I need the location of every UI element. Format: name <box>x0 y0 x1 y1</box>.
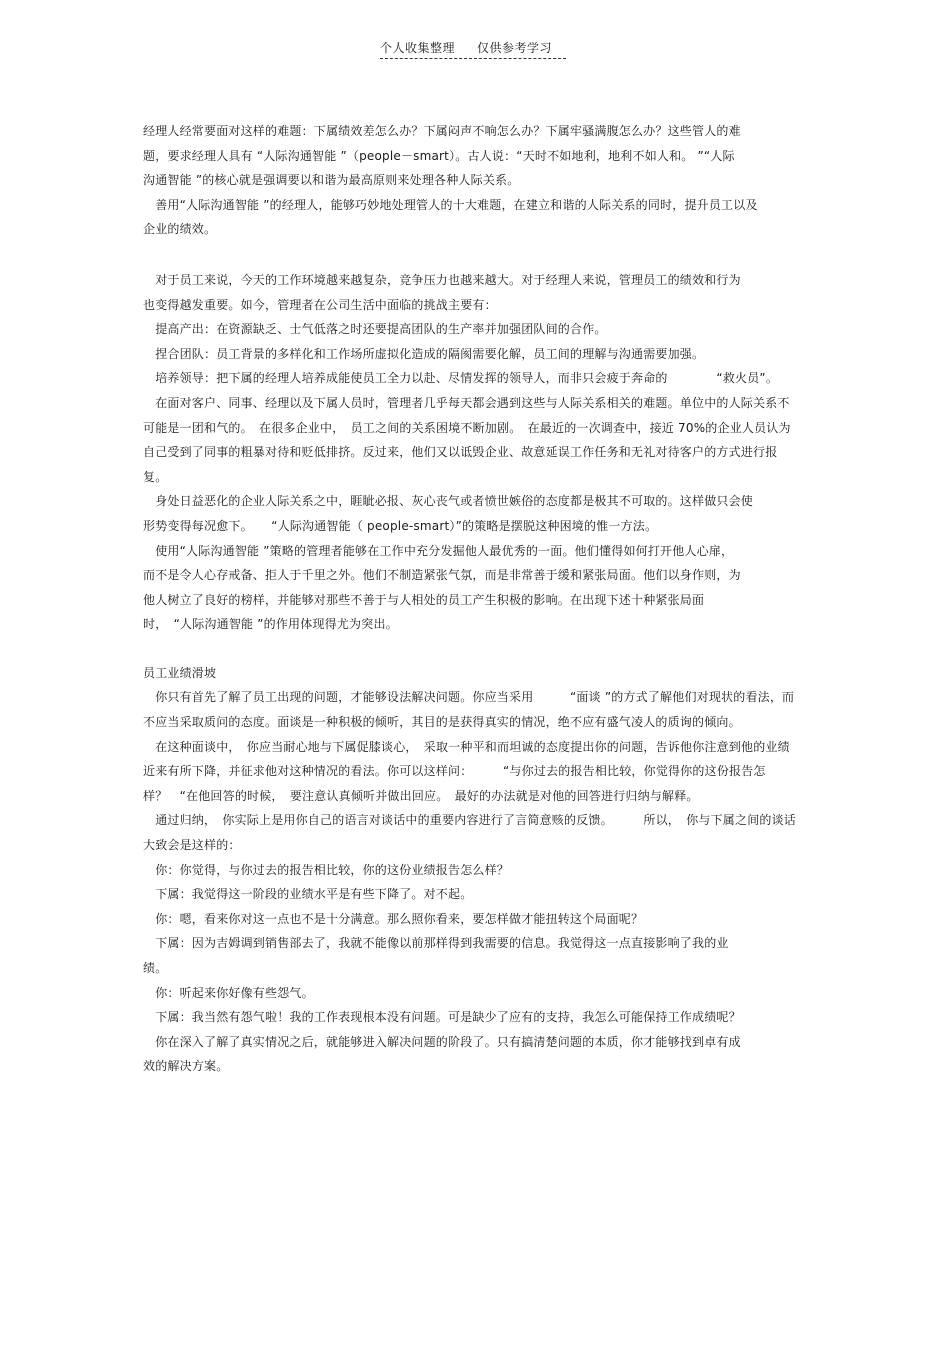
paragraph: 经理人经常要面对这样的难题：下属绩效差怎么办？下属闷声不响怎么办？下属牢骚满腹怎么办？这些管人的难题，要求经理人具有 “人际沟通智能 ”（people－smart）。古人说：“天时不如地利，地利不如人和。 ”“人际沟通智能 ”的核心就是强调要以和谐为最高原则来处理各种人际关系。 <box>143 124 741 188</box>
dialogue-line: 下属：因为吉姆调到销售部去了，我就不能像以前那样得到我需要的信息。我觉得这一点直接影响了我的业绩。 <box>143 936 729 975</box>
dialogue-line: 你：嗯，看来你对这一点也不是十分满意。那么照你看来，要怎样做才能扭转这个局面呢？ <box>143 911 644 926</box>
page-header <box>380 40 566 59</box>
paragraph: 善用“人际沟通智能 ”的经理人，能够巧妙地处理管人的十大难题，在建立和谐的人际关系的同时，提升员工以及企业的绩效。 <box>143 197 758 237</box>
paragraph: 捏合团队：员工背景的多样化和工作场所虚拟化造成的隔阂需要化解，员工间的理解与沟通需要加强。 <box>143 346 705 361</box>
paragraph: 使用“人际沟通智能 ”策略的管理者能够在工作中充分发掘他人最优秀的一面。他们懂得如何打开他人心扉，而不是令人心存戒备、拒人于千里之外。他们不制造紧张气氛，而是非常善于缓和紧张局面。他们以身作则，为他人树立了良好的榜样，并能够对那些不善于与人相处的员工产生积极的影响。在出现下述十种紧张局面时， “人际沟通智能 ”的作用体现得尤为突出。 <box>143 543 741 632</box>
dialogue-line: 你：听起来你好像有些怨气。 <box>143 985 314 1000</box>
paragraph: 对于员工来说，今天的工作环境越来越复杂，竞争压力也越来越大。对于经理人来说，管理员工的绩效和行为也变得越发重要。如今，管理者在公司生活中面临的挑战主要有： <box>143 272 741 312</box>
paragraph: 你在深入了解了真实情况之后，就能够进入解决问题的阶段了。只有搞清楚问题的本质，你才能够找到卓有成效的解决方案。 <box>143 1034 741 1074</box>
header-right-text: 仅供参考学习 <box>477 41 553 55</box>
paragraph: 在这种面谈中， 你应当耐心地与下属促膝谈心， 采取一种平和而坦诚的态度提出你的问题，告诉他你注意到他的业绩近来有所下降，并征求他对这种情况的看法。你可以这样问： “与你过去的报告相比较，你觉得你的这份报告怎样？ “在他回答的时候， 要注意认真倾听并做出回应。 最好的办法就是对他的回答进行归纳与解释。 <box>143 739 790 803</box>
paragraph: 提高产出：在资源缺乏、士气低落之时还要提高团队的生产率并加强团队间的合作。 <box>143 322 607 337</box>
dialogue-line: 下属：我当然有怨气啦！我的工作表现根本没有问题。可是缺少了应有的支持，我怎么可能保持工作成绩呢？ <box>143 1010 741 1025</box>
dialogue-line: 下属：我觉得这一阶段的业绩水平是有些下降了。对不起。 <box>143 887 473 902</box>
header-left-text: 个人收集整理 <box>380 41 456 55</box>
paragraph: 你只有首先了解了员工出现的问题，才能够设法解决问题。你应当采用 “面谈 ”的方式了解他们对现状的看法，而不应当采取质问的态度。面谈是一种积极的倾听，其目的是获得真实的情况，绝不应有盛气凌人的质询的倾向。 <box>143 690 795 730</box>
section-heading: 员工业绩滑坡 <box>143 665 217 680</box>
document-body <box>143 119 808 1079</box>
paragraph: 培养领导：把下属的经理人培养成能使员工全力以赴、尽情发挥的领导人，而非只会疲于奔命的 “救火员”。 <box>143 371 779 386</box>
paragraph: 身处日益恶化的企业人际关系之中，睚眦必报、灰心丧气或者愤世嫉俗的态度都是极其不可取的。这样做只会使形势变得每况愈下。 “人际沟通智能（ people-smart）”的策略是摆脱这种困境的惟一方法。 <box>143 494 754 533</box>
paragraph: 在面对客户、同事、经理以及下属人员时，管理者几乎每天都会遇到这些与人际关系相关的难题。单位中的人际关系不可能是一团和气的。 在很多企业中， 员工之间的关系困境不断加剧。 在最近的一次调查中，接近 70%的企业人员认为自己受到了同事的粗暴对待和贬低排挤。反过来，他们又以诋毁企业、故意延误工作任务和无礼对待客户的方式进行报复。 <box>143 395 791 484</box>
dialogue-line: 你：你觉得，与你过去的报告相比较，你的这份业绩报告怎么样？ <box>143 862 510 877</box>
paragraph: 通过归纳， 你实际上是用你自己的语言对谈话中的重要内容进行了言简意赅的反馈。 所以， 你与下属之间的谈话大致会是这样的： <box>143 813 797 853</box>
